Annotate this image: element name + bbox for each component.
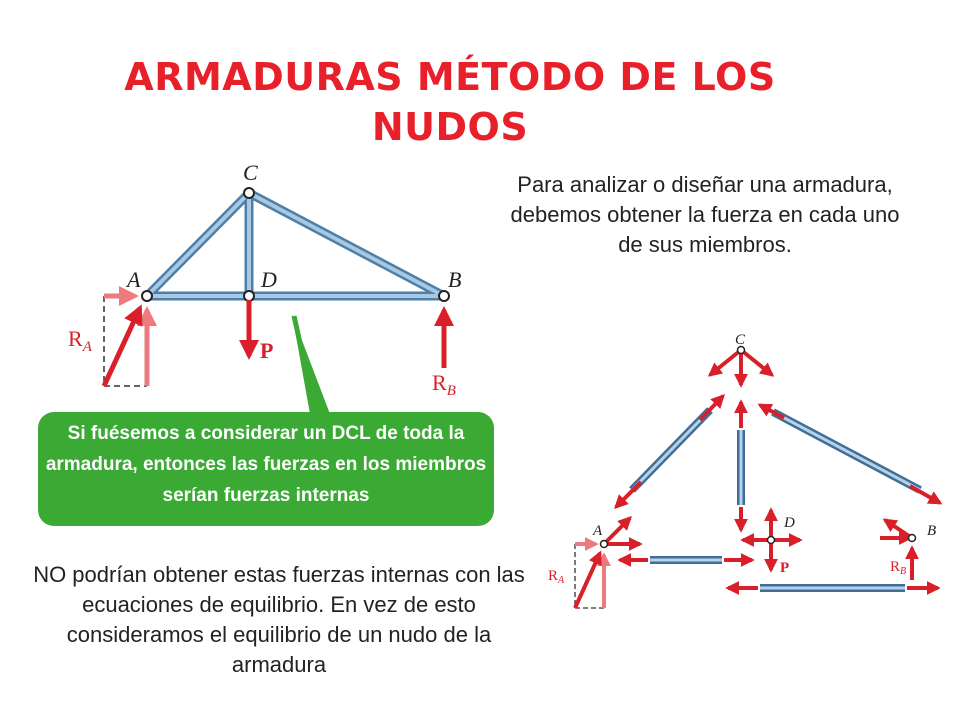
label-b: B [448,267,462,292]
label-a: A [127,267,141,292]
fbd-label-d: D [784,515,795,531]
fbd-label-c: C [735,332,746,348]
label-c: C [243,160,258,185]
slide-title: ARMADURAS MÉTODO DE LOS NUDOS [124,55,776,149]
label-p: P [260,338,274,363]
fbd-label-a: A [593,523,603,539]
fbd-label-p: P [780,560,790,576]
label-rb: $R_B$ [432,370,456,399]
intro-paragraph: Para analizar o diseñar una armadura, debemos obtener la fuerza en cada uno de sus miembros. [510,172,900,257]
fbd-label-ra: $R_A$ [548,568,565,586]
label-ra: $R_A$ [68,326,92,355]
note-paragraph: NO podrían obtener estas fuerzas internas con las ecuaciones de equilibrio. En vez de esto consideramos el equilibrio de un nudo de la armadura [33,562,525,677]
fbd-label-b: B [927,523,937,539]
fbd-label-rb: $R_B$ [890,559,907,577]
callout-text: Si fuésemos a considerar un DCL de toda la armadura, entonces las fuerzas en los miembros serían fuerzas internas [45,423,487,506]
label-d: D [261,267,277,292]
